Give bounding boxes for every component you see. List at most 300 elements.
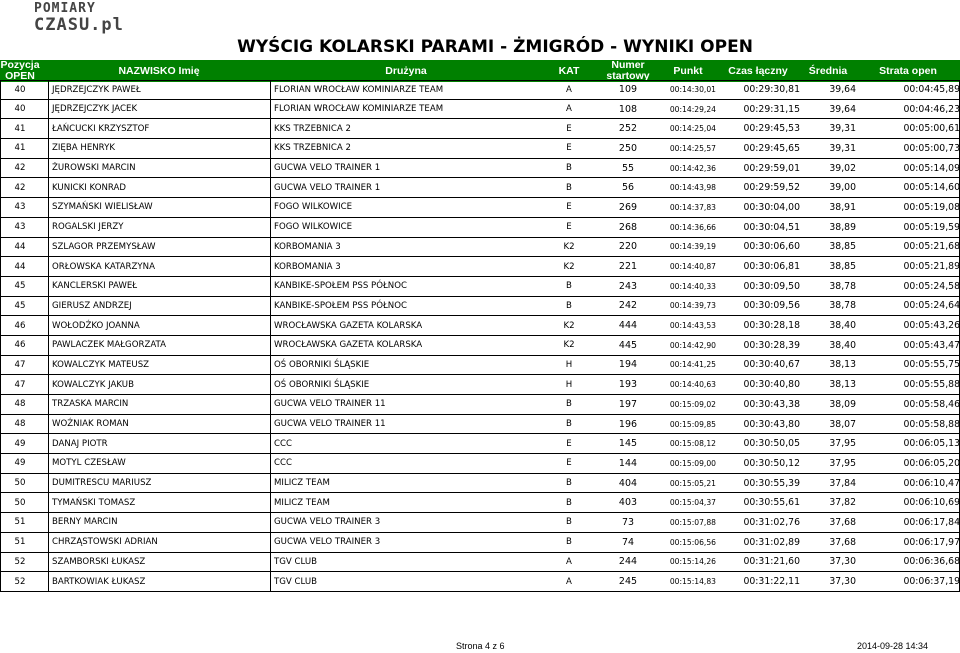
cell-position: 47 (14, 359, 26, 370)
column-divider (48, 553, 49, 572)
cell-bib: 445 (618, 339, 638, 351)
cell-team: OŚ OBORNIKI ŚLĄSKIE (274, 379, 370, 390)
cell-name: JĘDRZEJCZYK PAWEŁ (52, 84, 141, 95)
cell-category: B (566, 419, 572, 430)
cell-team: CCC (274, 458, 293, 469)
cell-average: 37,95 (829, 457, 856, 469)
cell-total-time: 00:30:06,60 (743, 241, 800, 253)
cell-total-time: 00:30:28,18 (743, 320, 800, 332)
cell-split: 00:14:42,36 (669, 163, 716, 173)
cell-split: 00:14:43,98 (669, 183, 716, 193)
cell-category: H (565, 359, 573, 370)
cell-split: 00:15:14,83 (669, 577, 716, 587)
cell-team: OŚ OBORNIKI ŚLĄSKIE (274, 359, 370, 370)
cell-team: GUCWA VELO TRAINER 11 (274, 419, 386, 430)
cell-loss: 00:05:19,59 (903, 221, 960, 233)
cell-team: TGV CLUB (274, 576, 318, 587)
cell-total-time: 00:30:09,56 (743, 300, 800, 312)
column-divider (48, 198, 49, 217)
cell-position: 50 (14, 478, 26, 489)
cell-category: K2 (563, 320, 575, 331)
cell-team: CCC (274, 438, 293, 449)
cell-position: 42 (14, 182, 26, 193)
cell-total-time: 00:30:50,05 (743, 438, 800, 450)
cell-average: 37,68 (829, 536, 856, 548)
table-row (0, 513, 960, 533)
logo-line-1: POMIARY (34, 1, 96, 16)
cell-split: 00:14:30,01 (669, 85, 716, 95)
col-header-position: Pozycja OPEN (0, 59, 40, 82)
cell-loss: 00:05:00,73 (903, 142, 960, 154)
table-row (0, 257, 960, 277)
cell-total-time: 00:30:06,81 (743, 261, 800, 273)
cell-category: B (566, 300, 572, 311)
column-divider (48, 375, 49, 394)
table-row (0, 336, 960, 356)
table-row (0, 415, 960, 435)
cell-name: SZLAGOR PRZEMYSŁAW (52, 241, 156, 252)
cell-category: E (566, 222, 572, 233)
cell-average: 38,40 (829, 339, 856, 351)
cell-bib: 404 (618, 477, 638, 489)
cell-average: 37,95 (829, 438, 856, 450)
cell-bib: 221 (618, 261, 638, 273)
column-divider (48, 434, 49, 453)
cell-category: B (566, 399, 572, 410)
column-divider (48, 100, 49, 119)
cell-loss: 00:06:10,69 (903, 497, 960, 509)
cell-bib: 193 (618, 379, 638, 391)
column-divider (48, 218, 49, 237)
cell-position: 51 (14, 517, 26, 528)
cell-split: 00:14:39,73 (669, 301, 716, 311)
cell-bib: 252 (618, 123, 638, 135)
cell-average: 38,78 (829, 280, 856, 292)
cell-bib: 245 (618, 576, 638, 588)
column-divider (48, 119, 49, 138)
cell-team: KKS TRZEBNICA 2 (274, 123, 351, 134)
cell-loss: 00:06:17,97 (903, 536, 960, 548)
cell-average: 38,78 (829, 300, 856, 312)
cell-name: JĘDRZEJCZYK JACEK (52, 104, 138, 115)
cell-bib: 244 (618, 556, 638, 568)
column-divider (48, 297, 49, 316)
cell-loss: 00:05:21,68 (903, 241, 960, 253)
cell-team: GUCWA VELO TRAINER 1 (274, 182, 381, 193)
cell-loss: 00:06:05,20 (903, 457, 960, 469)
cell-bib: 194 (618, 359, 638, 371)
cell-total-time: 00:29:45,65 (743, 142, 800, 154)
cell-position: 46 (14, 340, 26, 351)
cell-position: 49 (14, 438, 26, 449)
cell-name: GIERUSZ ANDRZEJ (52, 300, 132, 311)
cell-team: GUCWA VELO TRAINER 11 (274, 399, 386, 410)
cell-team: FOGO WILKOWICE (274, 222, 353, 233)
table-row (0, 474, 960, 494)
table-row (0, 572, 960, 592)
cell-team: WROCŁAWSKA GAZETA KOLARSKA (274, 340, 423, 351)
cell-loss: 00:06:05,13 (903, 438, 960, 450)
cell-category: B (566, 182, 572, 193)
cell-bib: 243 (618, 280, 638, 292)
cell-name: DUMITRESCU MARIUSZ (52, 478, 152, 489)
cell-total-time: 00:30:09,50 (743, 280, 800, 292)
cell-average: 38,85 (829, 261, 856, 273)
cell-team: WROCŁAWSKA GAZETA KOLARSKA (274, 320, 423, 331)
cell-position: 51 (14, 537, 26, 548)
cell-average: 39,00 (829, 182, 856, 194)
cell-name: MOTYL CZESŁAW (52, 458, 126, 469)
cell-team: FLORIAN WROCŁAW KOMINIARZE TEAM (274, 104, 444, 115)
cell-split: 00:15:09,00 (669, 458, 716, 468)
cell-position: 52 (14, 576, 26, 587)
cell-total-time: 00:29:31,15 (743, 103, 800, 115)
table-row (0, 493, 960, 513)
cell-loss: 00:06:36,68 (903, 556, 960, 568)
column-divider (48, 316, 49, 335)
cell-average: 38,07 (829, 418, 856, 430)
column-divider (48, 139, 49, 158)
cell-loss: 00:05:14,60 (903, 182, 960, 194)
cell-average: 39,31 (829, 123, 856, 135)
cell-total-time: 00:31:21,60 (743, 556, 800, 568)
cell-loss: 00:05:55,88 (903, 379, 960, 391)
cell-split: 00:14:40,33 (669, 281, 716, 291)
cell-average: 38,89 (829, 221, 856, 233)
results-table (0, 80, 960, 592)
cell-loss: 00:05:24,58 (903, 280, 960, 292)
col-header-loss: Strata open (879, 64, 937, 77)
cell-category: A (566, 104, 572, 115)
table-row (0, 198, 960, 218)
cell-bib: 108 (618, 103, 638, 115)
cell-average: 37,82 (829, 497, 856, 509)
cell-split: 00:15:04,37 (669, 498, 716, 508)
cell-category: A (566, 84, 572, 95)
table-row (0, 297, 960, 317)
cell-bib: 250 (618, 142, 638, 154)
cell-position: 49 (14, 458, 26, 469)
column-divider (48, 336, 49, 355)
cell-total-time: 00:31:02,89 (743, 536, 800, 548)
table-row (0, 533, 960, 553)
cell-loss: 00:04:45,89 (903, 84, 960, 96)
cell-loss: 00:05:55,75 (903, 359, 960, 371)
cell-team: KKS TRZEBNICA 2 (274, 143, 351, 154)
cell-name: SZYMAŃSKI WIELISŁAW (52, 202, 153, 213)
cell-team: TGV CLUB (274, 556, 318, 567)
cell-position: 41 (14, 143, 26, 154)
cell-average: 37,30 (829, 556, 856, 568)
table-row (0, 375, 960, 395)
cell-bib: 145 (618, 438, 638, 450)
cell-position: 48 (14, 399, 26, 410)
column-divider (48, 238, 49, 257)
cell-position: 43 (14, 222, 26, 233)
cell-total-time: 00:30:50,12 (743, 457, 800, 469)
cell-loss: 00:05:43,26 (903, 320, 960, 332)
cell-split: 00:14:36,66 (669, 222, 716, 232)
cell-category: E (566, 143, 572, 154)
cell-name: WOŁODŹKO JOANNA (52, 320, 140, 331)
cell-team: GUCWA VELO TRAINER 3 (274, 537, 381, 548)
cell-bib: 73 (621, 516, 635, 528)
cell-split: 00:14:25,57 (669, 143, 716, 153)
col-header-bib: Numer startowy (606, 59, 650, 82)
table-row (0, 454, 960, 474)
cell-name: KOWALCZYK JAKUB (52, 379, 134, 390)
cell-split: 00:15:09,02 (669, 399, 716, 409)
cell-name: ŻUROWSKI MARCIN (52, 163, 136, 174)
cell-loss: 00:05:58,46 (903, 398, 960, 410)
column-divider (48, 513, 49, 532)
column-divider (48, 572, 49, 591)
cell-category: B (566, 478, 572, 489)
cell-average: 38,40 (829, 320, 856, 332)
cell-split: 00:14:42,90 (669, 340, 716, 350)
cell-split: 00:15:06,56 (669, 537, 716, 547)
cell-total-time: 00:30:28,39 (743, 339, 800, 351)
table-row (0, 553, 960, 573)
col-header-team: Drużyna (385, 64, 427, 77)
cell-position: 41 (14, 123, 26, 134)
table-row (0, 139, 960, 159)
table-row (0, 159, 960, 179)
cell-name: ROGALSKI JERZY (52, 222, 124, 233)
cell-average: 38,09 (829, 398, 856, 410)
table-row (0, 119, 960, 139)
col-header-name: NAZWISKO Imię (118, 64, 200, 77)
cell-position: 40 (14, 84, 26, 95)
cell-position: 44 (14, 241, 26, 252)
table-row (0, 100, 960, 120)
cell-name: PAWLACZEK MAŁGORZATA (52, 340, 167, 351)
cell-category: E (566, 458, 572, 469)
cell-team: FOGO WILKOWICE (274, 202, 353, 213)
cell-split: 00:14:41,25 (669, 360, 716, 370)
cell-position: 48 (14, 419, 26, 430)
col-header-split: Punkt (673, 64, 703, 77)
column-divider (48, 257, 49, 276)
cell-split: 00:15:09,85 (669, 419, 716, 429)
cell-name: BERNY MARCIN (52, 517, 118, 528)
cell-average: 39,64 (829, 84, 856, 96)
cell-category: B (566, 281, 572, 292)
cell-average: 38,13 (829, 379, 856, 391)
cell-position: 47 (14, 379, 26, 390)
cell-bib: 242 (618, 300, 638, 312)
cell-bib: 220 (618, 241, 638, 253)
cell-split: 00:14:37,83 (669, 202, 716, 212)
column-divider (48, 277, 49, 296)
cell-category: B (566, 497, 572, 508)
cell-bib: 109 (618, 84, 638, 96)
table-row (0, 277, 960, 297)
cell-bib: 55 (621, 162, 635, 174)
table-row (0, 218, 960, 238)
cell-split: 00:14:40,87 (669, 262, 716, 272)
column-divider (48, 454, 49, 473)
column-divider (48, 474, 49, 493)
page-title: WYŚCIG KOLARSKI PARAMI - ŻMIGRÓD - WYNIKI OPEN (237, 37, 753, 57)
logo-line-2: CZASU.pl (34, 15, 124, 35)
cell-average: 38,91 (829, 201, 856, 213)
cell-split: 00:14:43,53 (669, 321, 716, 331)
cell-average: 37,30 (829, 576, 856, 588)
cell-bib: 269 (618, 201, 638, 213)
cell-team: GUCWA VELO TRAINER 1 (274, 163, 381, 174)
cell-total-time: 00:30:43,80 (743, 418, 800, 430)
cell-category: B (566, 163, 572, 174)
cell-loss: 00:05:19,08 (903, 201, 960, 213)
cell-total-time: 00:30:55,61 (743, 497, 800, 509)
cell-loss: 00:04:46,23 (903, 103, 960, 115)
cell-name: KANCLERSKI PAWEŁ (52, 281, 138, 292)
cell-team: KANBIKE-SPOŁEM PSS PÓŁNOC (274, 281, 407, 292)
column-divider (48, 178, 49, 197)
cell-loss: 00:05:58,88 (903, 418, 960, 430)
cell-position: 44 (14, 261, 26, 272)
cell-average: 39,31 (829, 142, 856, 154)
column-divider (48, 395, 49, 414)
cell-position: 43 (14, 202, 26, 213)
cell-category: K2 (563, 261, 575, 272)
column-divider (48, 415, 49, 434)
col-header-total-time: Czas łączny (728, 64, 788, 77)
cell-loss: 00:05:24,64 (903, 300, 960, 312)
cell-team: MILICZ TEAM (274, 497, 330, 508)
col-header-category: KAT (558, 64, 580, 77)
cell-split: 00:14:25,04 (669, 124, 716, 134)
cell-team: FLORIAN WROCŁAW KOMINIARZE TEAM (274, 84, 444, 95)
cell-average: 38,85 (829, 241, 856, 253)
column-divider (48, 81, 49, 99)
cell-category: K2 (563, 241, 575, 252)
cell-category: B (566, 517, 572, 528)
column-divider (48, 493, 49, 512)
cell-total-time: 00:31:22,11 (743, 576, 800, 588)
cell-bib: 403 (618, 497, 638, 509)
cell-loss: 00:06:10,47 (903, 477, 960, 489)
table-row (0, 395, 960, 415)
cell-category: E (566, 438, 572, 449)
cell-average: 37,68 (829, 516, 856, 528)
cell-average: 39,64 (829, 103, 856, 115)
cell-position: 50 (14, 497, 26, 508)
cell-split: 00:15:05,21 (669, 478, 716, 488)
cell-loss: 00:06:17,84 (903, 516, 960, 528)
cell-position: 52 (14, 556, 26, 567)
cell-name: KUNICKI KONRAD (52, 182, 127, 193)
cell-loss: 00:05:00,61 (903, 123, 960, 135)
cell-total-time: 00:30:04,00 (743, 201, 800, 213)
cell-average: 37,84 (829, 477, 856, 489)
table-row (0, 238, 960, 258)
cell-bib: 196 (618, 418, 638, 430)
print-timestamp: 2014-09-28 14:34 (856, 641, 928, 651)
cell-name: ZIĘBA HENRYK (52, 143, 115, 154)
cell-category: B (566, 537, 572, 548)
cell-total-time: 00:29:59,52 (743, 182, 800, 194)
cell-name: WOŹNIAK ROMAN (52, 419, 129, 430)
cell-split: 00:14:40,63 (669, 380, 716, 390)
cell-bib: 74 (621, 536, 635, 548)
cell-total-time: 00:31:02,76 (743, 516, 800, 528)
cell-position: 42 (14, 163, 26, 174)
cell-name: SZAMBORSKI ŁUKASZ (52, 556, 146, 567)
cell-bib: 268 (618, 221, 638, 233)
cell-total-time: 00:30:43,38 (743, 398, 800, 410)
table-header (0, 60, 960, 82)
page-number: Strona 4 z 6 (456, 641, 505, 651)
cell-category: A (566, 556, 572, 567)
cell-name: ŁAŃCUCKI KRZYSZTOF (52, 123, 150, 134)
table-row (0, 80, 960, 100)
table-row (0, 434, 960, 454)
cell-team: KANBIKE-SPOŁEM PSS PÓŁNOC (274, 300, 407, 311)
cell-total-time: 00:29:59,01 (743, 162, 800, 174)
cell-name: CHRZĄSTOWSKI ADRIAN (52, 537, 158, 548)
cell-name: ORŁOWSKA KATARZYNA (52, 261, 155, 272)
table-row (0, 356, 960, 376)
cell-total-time: 00:30:55,39 (743, 477, 800, 489)
cell-category: K2 (563, 340, 575, 351)
cell-name: TRZASKA MARCIN (52, 399, 129, 410)
cell-bib: 144 (618, 457, 638, 469)
cell-bib: 444 (618, 320, 638, 332)
cell-split: 00:14:39,19 (669, 242, 716, 252)
cell-total-time: 00:30:40,67 (743, 359, 800, 371)
table-row (0, 178, 960, 198)
cell-loss: 00:05:21,89 (903, 261, 960, 273)
cell-position: 40 (14, 104, 26, 115)
cell-average: 39,02 (829, 162, 856, 174)
cell-total-time: 00:30:40,80 (743, 379, 800, 391)
table-row (0, 316, 960, 336)
cell-team: KORBOMANIA 3 (274, 261, 341, 272)
cell-total-time: 00:29:45,53 (743, 123, 800, 135)
cell-team: MILICZ TEAM (274, 478, 330, 489)
cell-split: 00:14:29,24 (669, 104, 716, 114)
column-divider (48, 159, 49, 178)
cell-position: 46 (14, 320, 26, 331)
cell-team: KORBOMANIA 3 (274, 241, 341, 252)
pomiary-czasu-logo (34, 1, 124, 38)
col-header-average: Średnia (808, 64, 848, 77)
cell-name: BARTKOWIAK ŁUKASZ (52, 576, 146, 587)
cell-split: 00:15:07,88 (669, 517, 716, 527)
cell-name: TYMAŃSKI TOMASZ (52, 497, 136, 508)
cell-category: H (565, 379, 573, 390)
cell-loss: 00:05:43,47 (903, 339, 960, 351)
cell-category: E (566, 123, 572, 134)
cell-position: 45 (14, 281, 26, 292)
cell-split: 00:15:14,26 (669, 557, 716, 567)
cell-average: 38,13 (829, 359, 856, 371)
cell-position: 45 (14, 300, 26, 311)
cell-loss: 00:06:37,19 (903, 576, 960, 588)
cell-name: KOWALCZYK MATEUSZ (52, 359, 150, 370)
column-divider (48, 356, 49, 375)
cell-team: GUCWA VELO TRAINER 3 (274, 517, 381, 528)
cell-category: A (566, 576, 572, 587)
cell-total-time: 00:29:30,81 (743, 84, 800, 96)
cell-bib: 56 (621, 182, 635, 194)
cell-total-time: 00:30:04,51 (743, 221, 800, 233)
cell-name: DANAJ PIOTR (52, 438, 108, 449)
cell-loss: 00:05:14,09 (903, 162, 960, 174)
cell-category: E (566, 202, 572, 213)
